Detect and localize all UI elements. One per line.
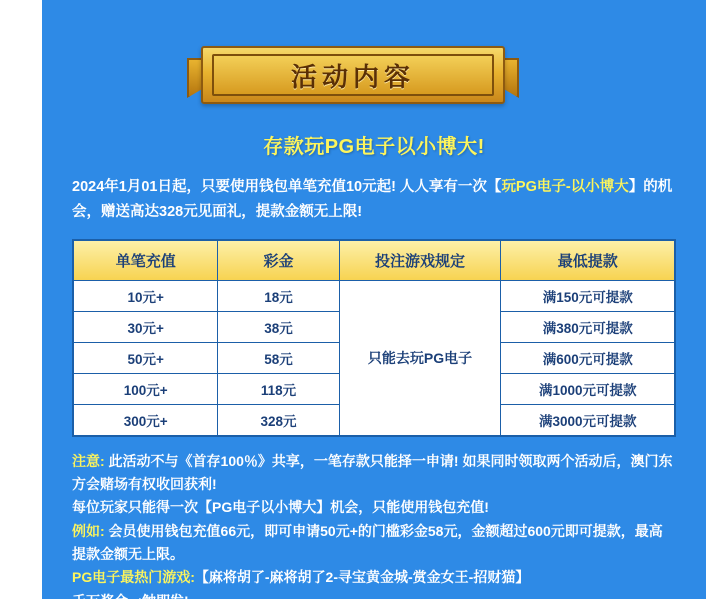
th-withdraw: 最低提款 bbox=[501, 240, 675, 281]
cell-deposit: 100元+ bbox=[73, 373, 218, 404]
note-label: 注意: bbox=[72, 452, 105, 469]
promo-content bbox=[42, 130, 706, 614]
cell-deposit: 10元+ bbox=[73, 280, 218, 311]
hot-games-line bbox=[72, 566, 676, 589]
promo-table-body bbox=[73, 280, 675, 436]
intro-part2: 】的机会，赠送高达328元见面礼，提款金额无上限! bbox=[72, 179, 673, 220]
cell-bonus: 38元 bbox=[218, 311, 339, 342]
cell-bonus: 18元 bbox=[218, 280, 339, 311]
note-line bbox=[72, 450, 676, 495]
cell-bonus: 328元 bbox=[218, 404, 339, 436]
banner-ribbon bbox=[201, 46, 505, 104]
table-row bbox=[73, 280, 675, 311]
cell-withdraw: 满1000元可提款 bbox=[501, 373, 675, 404]
cell-deposit: 50元+ bbox=[73, 342, 218, 373]
promo-table-head bbox=[73, 240, 675, 281]
headline: 存款玩PG电子以小博大! bbox=[263, 136, 485, 158]
note-text: 此活动不与《首存100％》共享，一笔存款只能择一申请! 如果同时领取两个活动后，澳门东方会赌场有权收回获利! bbox=[72, 452, 673, 492]
cell-withdraw: 满150元可提款 bbox=[501, 280, 675, 311]
th-rule: 投注游戏规定 bbox=[339, 240, 501, 281]
cell-deposit: 300元+ bbox=[73, 404, 218, 436]
notes-section bbox=[72, 450, 676, 613]
cell-withdraw: 满3000元可提款 bbox=[501, 404, 675, 436]
cell-bonus: 118元 bbox=[218, 373, 339, 404]
hot-games-text: 【麻将胡了-麻将胡了2-寻宝黄金城-赏金女王-招财猫】 bbox=[194, 569, 530, 586]
note-line-2: 每位玩家只能得一次【PG电子以小博大】机会，只能使用钱包充值! bbox=[72, 499, 489, 516]
intro-highlight: 玩PG电子-以小博大 bbox=[501, 179, 629, 195]
example-line bbox=[72, 520, 676, 565]
banner-title: 活动内容 bbox=[290, 61, 415, 92]
cell-bonus: 58元 bbox=[218, 342, 339, 373]
cell-withdraw: 满380元可提款 bbox=[501, 311, 675, 342]
cell-withdraw: 满600元可提款 bbox=[501, 342, 675, 373]
th-bonus: 彩金 bbox=[218, 240, 339, 281]
intro-part1: 2024年1月01日起，只要使用钱包单笔充值10元起! 人人享有一次【 bbox=[72, 179, 502, 195]
hot-games-label: PG电子最热门游戏: bbox=[72, 569, 195, 586]
banner bbox=[143, 0, 563, 104]
cell-rule: 只能去玩PG电子 bbox=[339, 280, 501, 436]
banner-ribbon-inner bbox=[212, 54, 494, 96]
table-header-row bbox=[73, 240, 675, 281]
promo-table bbox=[72, 239, 676, 437]
example-label: 例如: bbox=[72, 522, 105, 539]
footer-line: 千万奖金一触即发! bbox=[72, 592, 189, 609]
intro-paragraph bbox=[72, 175, 676, 225]
th-deposit: 单笔充值 bbox=[73, 240, 218, 281]
example-text: 会员使用钱包充值66元，即可申请50元+的门槛彩金58元，金额超过600元即可提款，最高提款金额无上限。 bbox=[72, 522, 663, 562]
cell-deposit: 30元+ bbox=[73, 311, 218, 342]
